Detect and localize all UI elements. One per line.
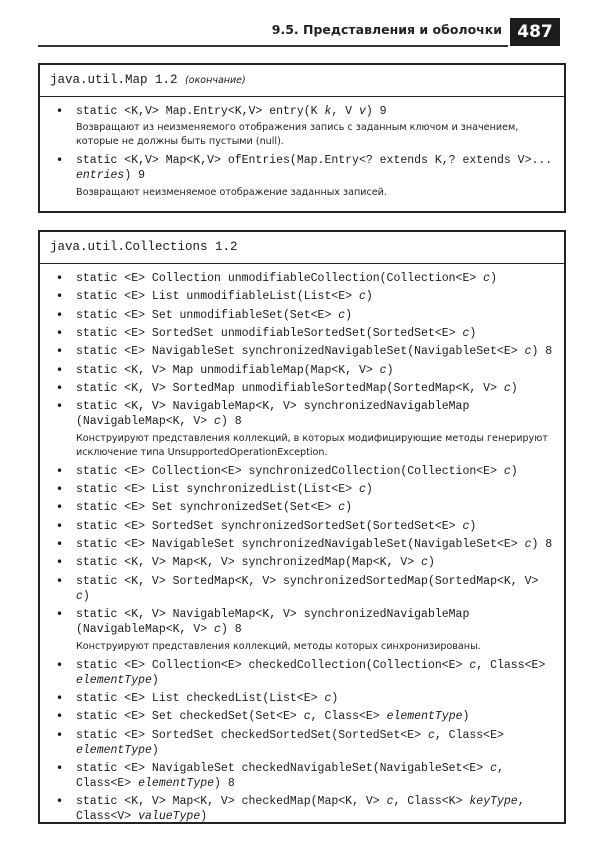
- collections-api-box: [38, 230, 566, 824]
- method-signature: • static <E> Collection<E> checkedCollection(Collection<E> c, Class<E> elementType): [50, 658, 554, 688]
- method-ofentries: • static <K,V> Map<K,V> ofEntries(Map.Entry<? extends K,? extends V>... entries) 9: [50, 153, 554, 183]
- method-signature: • static <E> SortedSet synchronizedSortedSet(SortedSet<E> c): [50, 519, 554, 534]
- method-signature: • static <K, V> SortedMap unmodifiableSortedMap(SortedMap<K, V> c): [50, 381, 554, 396]
- method-signature: • static <E> Set unmodifiableSet(Set<E> c): [50, 308, 554, 323]
- method-signature: • static <K, V> NavigableMap<K, V> synchronizedNavigableMap (NavigableMap<K, V> c) 8: [50, 607, 554, 637]
- method-group-description: Конструируют представления коллекций, методы которых синхронизированы.: [76, 640, 481, 652]
- header-rule: [38, 45, 508, 47]
- map-api-box: [38, 63, 566, 213]
- method-signature: • static <E> Collection<E> synchronizedCollection(Collection<E> c): [50, 464, 554, 479]
- method-signature: • static <E> List synchronizedList(List<E> c): [50, 482, 554, 497]
- page-header: [0, 14, 600, 46]
- continuation-note: (окончание): [185, 75, 246, 86]
- method-signature: • static <E> SortedSet checkedSortedSet(SortedSet<E> c, Class<E> elementType): [50, 728, 554, 758]
- method-signature: • static <E> Set checkedSet(Set<E> c, Class<E> elementType): [50, 709, 554, 724]
- method-signature: • static <E> NavigableSet synchronizedNavigableSet(NavigableSet<E> c) 8: [50, 537, 554, 552]
- method-signature: • static <E> NavigableSet checkedNavigableSet(NavigableSet<E> c, Class<E> elementType) 8: [50, 761, 554, 791]
- method-description: Возвращают из неизменяемого отображения запись с заданным ключом и значением, которые не должны быть пустыми (null).: [76, 122, 519, 148]
- method-signature: • static <K, V> Map<K, V> checkedMap(Map<K, V> c, Class<K> keyType, Class<V> valueType): [50, 794, 554, 824]
- map-api-title: java.util.Map 1.2 (окончание): [40, 65, 564, 97]
- method-signature: • static <K, V> NavigableMap<K, V> synchronizedNavigableMap (NavigableMap<K, V> c) 8: [50, 399, 554, 429]
- method-signature: • static <E> List checkedList(List<E> c): [50, 691, 554, 706]
- collections-api-title: java.util.Collections 1.2: [40, 232, 564, 264]
- page-number: 487: [510, 18, 560, 46]
- method-signature: • static <E> NavigableSet synchronizedNavigableSet(NavigableSet<E> c) 8: [50, 344, 554, 359]
- method-group-description: Конструируют представления коллекций, в которых модифицирующие методы генерируют исключение типа UnsupportedOperationException.: [76, 432, 548, 458]
- chapter-title: 9.5. Представления и оболочки: [271, 22, 502, 37]
- method-signature: • static <E> Collection unmodifiableCollection(Collection<E> c): [50, 271, 554, 286]
- method-entry: • static <K,V> Map.Entry<K,V> entry(K k, V v) 9: [50, 104, 554, 119]
- method-signature: • static <E> List unmodifiableList(List<E> c): [50, 289, 554, 304]
- method-signature: • static <E> Set synchronizedSet(Set<E> c): [50, 500, 554, 515]
- method-signature: • static <K, V> Map unmodifiableMap(Map<K, V> c): [50, 363, 554, 378]
- method-signature: • static <K, V> Map<K, V> synchronizedMap(Map<K, V> c): [50, 555, 554, 570]
- method-signature: • static <E> SortedSet unmodifiableSortedSet(SortedSet<E> c): [50, 326, 554, 341]
- method-signature: • static <K, V> SortedMap<K, V> synchronizedSortedMap(SortedMap<K, V> c): [50, 574, 554, 604]
- method-description: Возвращают неизменяемое отображение заданных записей.: [76, 186, 387, 198]
